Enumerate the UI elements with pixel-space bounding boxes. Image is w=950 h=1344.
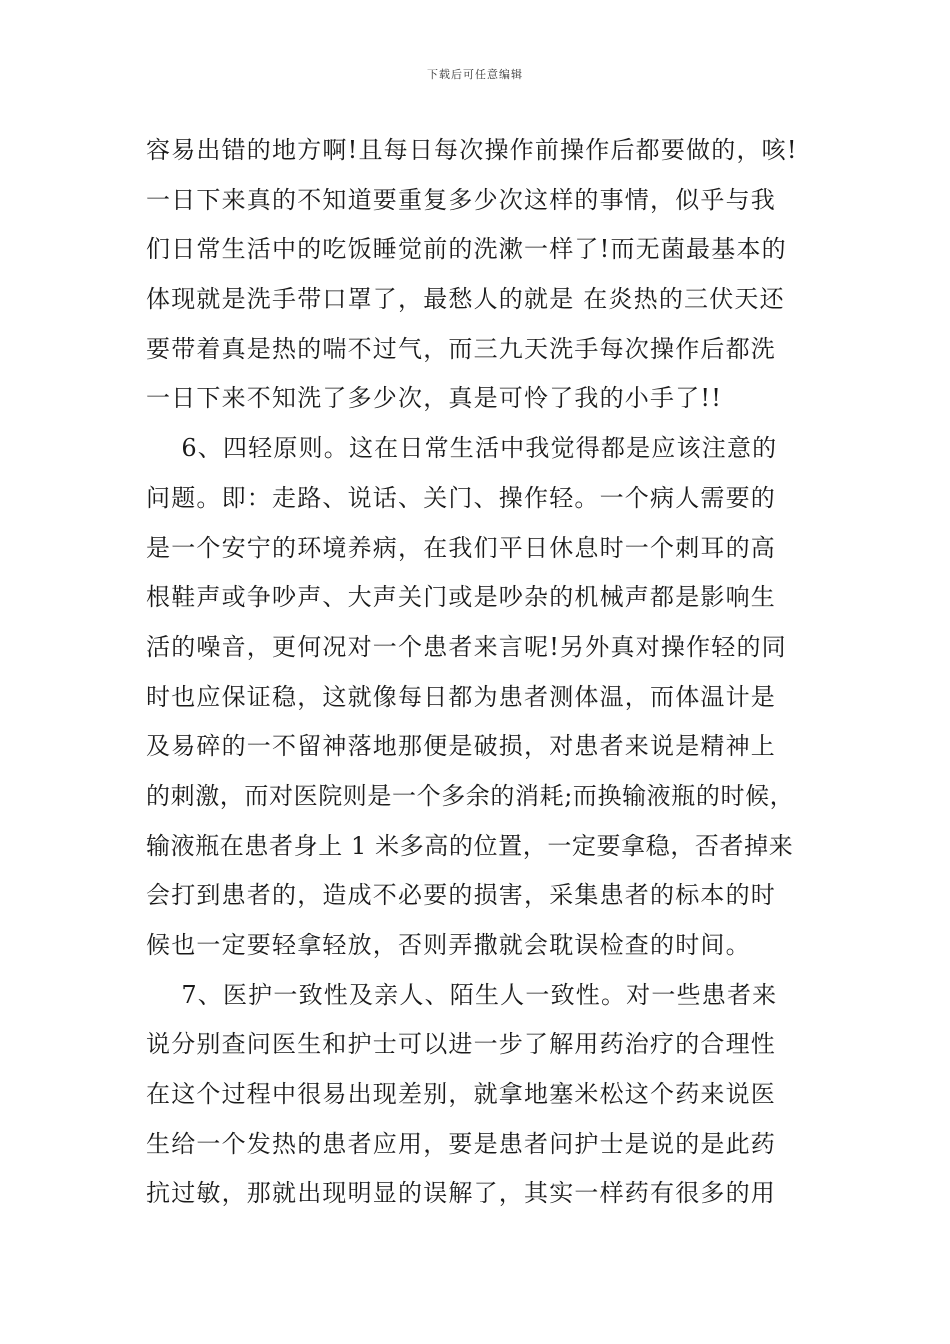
text-line: 时也应保证稳，这就像每日都为患者测体温，而体温计是 — [146, 682, 776, 711]
text-line: 们日常生活中的吃饭睡觉前的洗漱一样了!而无菌最基本的 — [146, 235, 787, 264]
text-line: 一日下来真的不知道要重复多少次这样的事情，似乎与我 — [146, 185, 776, 214]
text-line: 输液瓶在患者身上 1 米多高的位置，一定要拿稳，否者掉来 — [146, 831, 794, 860]
text-line: 抗过敏，那就出现明显的误解了，其实一样药有很多的用 — [146, 1179, 776, 1208]
text-line: 的刺激，而对医院则是一个多余的消耗;而换输液瓶的时候， — [146, 781, 795, 810]
text-line: 根鞋声或争吵声、大声关门或是吵杂的机械声都是影响生 — [146, 583, 776, 612]
body-text — [146, 126, 826, 1219]
page-header: 下载后可任意编辑 — [427, 68, 523, 81]
text-line: 体现就是洗手带口罩了，最愁人的就是 在炎热的三伏天还 — [146, 285, 785, 314]
text-line: 是一个安宁的环境养病，在我们平日休息时一个刺耳的高 — [146, 533, 776, 562]
text-line: 要带着真是热的喘不过气，而三九天洗手每次操作后都洗 — [146, 334, 776, 363]
text-line: 在这个过程中很易出现差别，就拿地塞米松这个药来说医 — [146, 1080, 776, 1109]
text-line: 候也一定要轻拿轻放，否则弄撒就会耽误检查的时间。 — [146, 931, 751, 959]
text-line: 会打到患者的，造成不必要的损害，采集患者的标本的时 — [146, 881, 776, 910]
text-line: 活的噪音，更何况对一个患者来言呢!另外真对操作轻的同 — [146, 632, 787, 661]
text-line: 说分别查问医生和护士可以进一步了解用药治疗的合理性 — [146, 1030, 776, 1059]
text-line: 问题。即：走路、说话、关门、操作轻。一个病人需要的 — [146, 483, 776, 512]
text-line: 一日下来不知洗了多少次，真是可怜了我的小手了!! — [146, 384, 723, 413]
text-line: 7、医护一致性及亲人、陌生人一致性。对一些患者来 — [146, 980, 778, 1009]
text-line: 容易出错的地方啊!且每日每次操作前操作后都要做的，咳! — [146, 136, 798, 164]
text-line: 生给一个发热的患者应用，要是患者问护士是说的是此药 — [146, 1129, 776, 1158]
text-line: 6、四轻原则。这在日常生活中我觉得都是应该注意的 — [146, 434, 778, 463]
text-line: 及易碎的一不留神落地那便是破损，对患者来说是精神上 — [146, 732, 776, 761]
